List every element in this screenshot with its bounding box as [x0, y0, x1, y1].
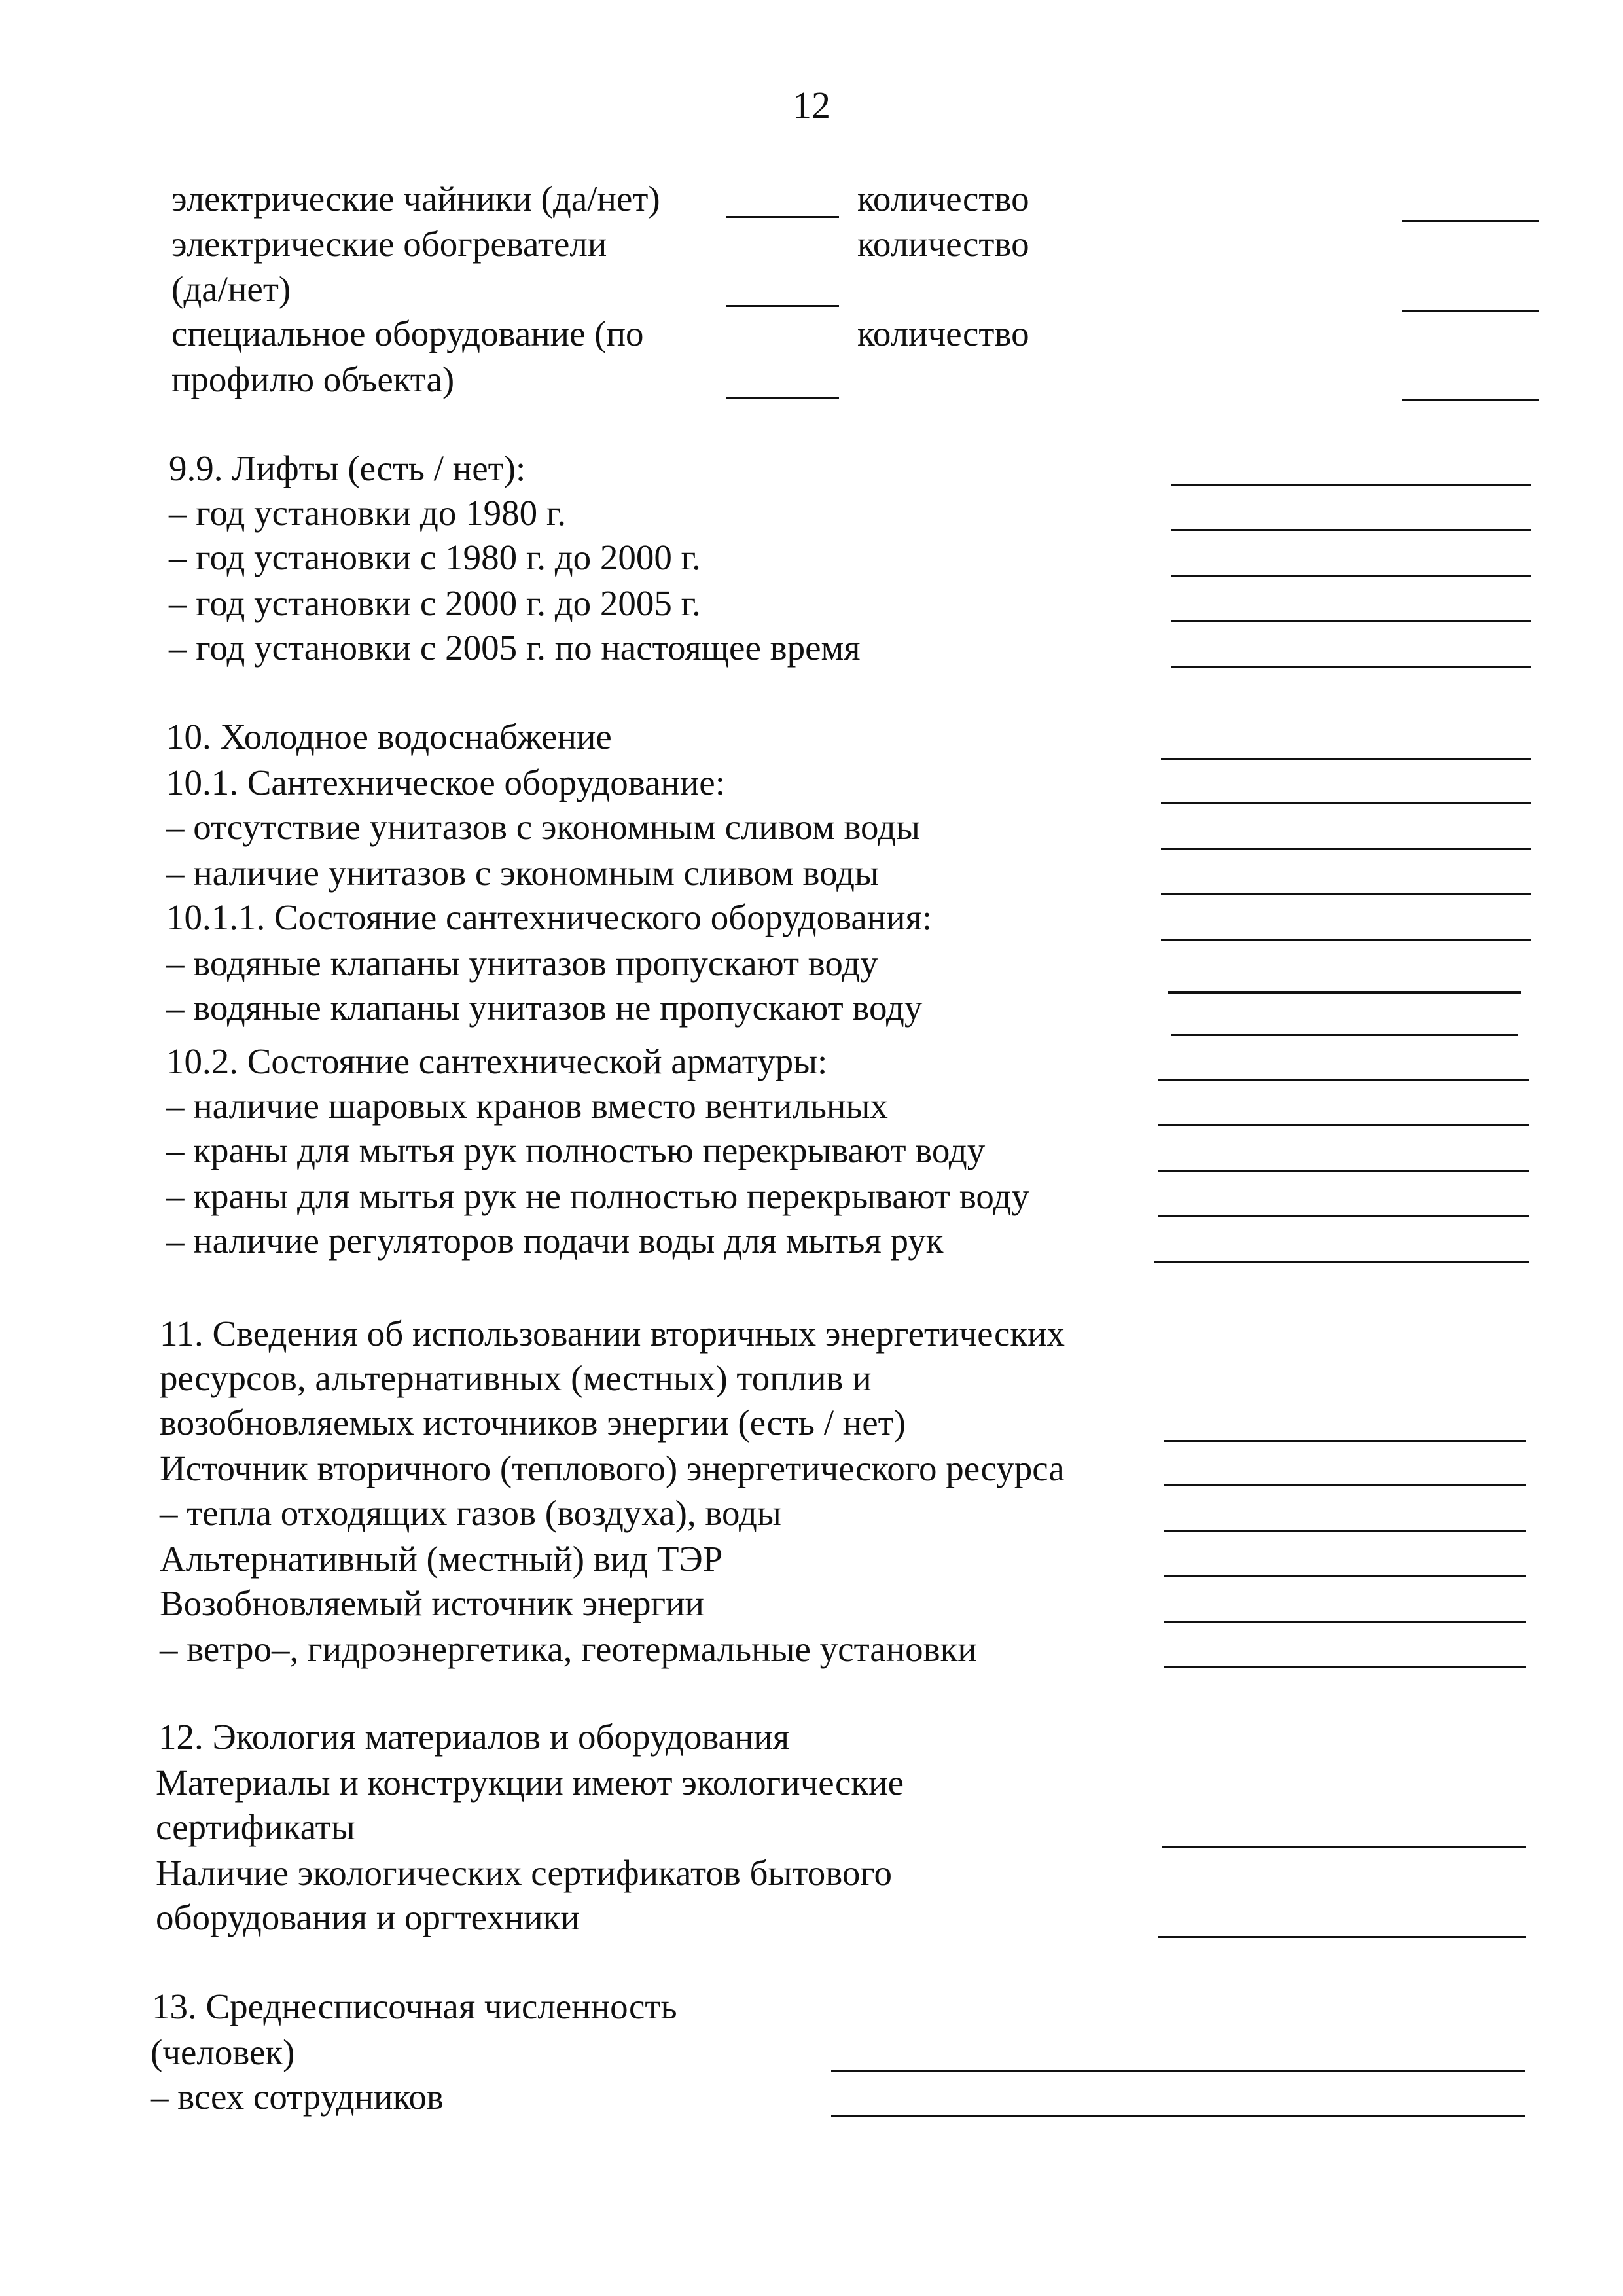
lifts-field[interactable] — [1171, 484, 1531, 486]
secondary-line-6-field[interactable] — [1164, 1575, 1526, 1577]
kettles-qty-label: количество — [857, 179, 1029, 219]
water-s1-item-1: – отсутствие унитазов с экономным сливом воды — [166, 807, 920, 847]
water-s2-item-3: – краны для мытья рук не полностью перекрывают воду — [166, 1176, 1029, 1216]
secondary-line-5: – тепла отходящих газов (воздуха), воды — [160, 1493, 781, 1533]
water-s11: 10.1.1. Состояние сантехнического оборудования: — [166, 897, 933, 937]
water-s2-field[interactable] — [1158, 1079, 1529, 1081]
lifts-title: 9.9. Лифты (есть / нет): — [169, 448, 526, 488]
water-s1-item-1-field[interactable] — [1161, 848, 1531, 850]
lifts-item-1: – год установки до 1980 г. — [169, 493, 567, 533]
staff-line-3: – всех сотрудников — [151, 2077, 444, 2117]
water-s2: 10.2. Состояние сантехнической арматуры: — [166, 1041, 828, 1081]
kettles-label: электрические чайники (да/нет) — [171, 179, 660, 219]
water-s2-item-4: – наличие регуляторов подачи воды для мытья рук — [166, 1221, 944, 1261]
lifts-item-2: – год установки с 1980 г. до 2000 г. — [169, 537, 701, 577]
lifts-item-4: – год установки с 2005 г. по настоящее время — [169, 628, 861, 668]
secondary-line-7-field[interactable] — [1164, 1621, 1526, 1623]
ecology-line-1: 12. Экология материалов и оборудования — [158, 1717, 790, 1757]
water-title: 10. Холодное водоснабжение — [166, 717, 612, 757]
water-s11-item-1-field[interactable] — [1168, 991, 1521, 994]
kettles-qty-field[interactable] — [1402, 220, 1539, 222]
secondary-line-1: 11. Сведения об использовании вторичных энергетических — [160, 1314, 1065, 1354]
water-s1-item-2-field[interactable] — [1161, 893, 1531, 895]
water-s2-item-2-field[interactable] — [1158, 1170, 1529, 1172]
ecology-line-5-field[interactable] — [1158, 1936, 1526, 1938]
secondary-line-8: – ветро–, гидроэнергетика, геотермальные установки — [160, 1629, 977, 1669]
special-qty-field[interactable] — [1402, 399, 1539, 401]
lifts-item-4-field[interactable] — [1171, 666, 1531, 668]
water-s1-field[interactable] — [1161, 802, 1531, 804]
heaters-yes-no-field[interactable] — [726, 305, 839, 307]
water-s2-item-3-field[interactable] — [1158, 1215, 1529, 1217]
lifts-item-1-field[interactable] — [1171, 529, 1531, 531]
ecology-line-3: сертификаты — [156, 1807, 355, 1847]
lifts-item-3: – год установки с 2000 г. до 2005 г. — [169, 583, 701, 623]
special-yes-no-field[interactable] — [726, 397, 839, 399]
water-s2-item-1-field[interactable] — [1158, 1124, 1529, 1126]
secondary-line-4-field[interactable] — [1164, 1484, 1526, 1486]
water-title-field[interactable] — [1161, 758, 1531, 760]
water-s11-item-2: – водяные клапаны унитазов не пропускают воду — [166, 988, 923, 1028]
water-s11-item-1: – водяные клапаны унитазов пропускают воду — [166, 943, 878, 983]
secondary-line-4: Источник вторичного (теплового) энергетического ресурса — [160, 1448, 1065, 1488]
water-s11-item-2-field[interactable] — [1171, 1034, 1518, 1036]
ecology-line-5: оборудования и оргтехники — [156, 1897, 580, 1937]
water-s2-item-1: – наличие шаровых кранов вместо вентильных — [166, 1086, 888, 1126]
heaters-label-2: (да/нет) — [171, 269, 291, 309]
staff-line-2-field[interactable] — [831, 2070, 1525, 2072]
kettles-yes-no-field[interactable] — [726, 216, 839, 218]
staff-line-1: 13. Среднесписочная численность — [152, 1986, 677, 2026]
special-label-2: профилю объекта) — [171, 359, 455, 399]
secondary-line-6: Альтернативный (местный) вид ТЭР — [160, 1539, 723, 1579]
ecology-line-4: Наличие экологических сертификатов бытового — [156, 1853, 893, 1893]
special-label-1: специальное оборудование (по — [171, 314, 644, 353]
secondary-line-3: возобновляемых источников энергии (есть / нет) — [160, 1403, 906, 1443]
ecology-line-3-field[interactable] — [1162, 1846, 1526, 1848]
ecology-line-2: Материалы и конструкции имеют экологические — [156, 1763, 904, 1803]
secondary-line-5-field[interactable] — [1164, 1530, 1526, 1532]
heaters-label-1: электрические обогреватели — [171, 224, 607, 264]
secondary-line-2: ресурсов, альтернативных (местных) топлив и — [160, 1358, 872, 1398]
heaters-qty-field[interactable] — [1402, 310, 1539, 312]
lifts-item-2-field[interactable] — [1171, 575, 1531, 577]
water-s2-item-4-field[interactable] — [1154, 1261, 1529, 1263]
heaters-qty-label: количество — [857, 224, 1029, 264]
water-s11-field[interactable] — [1161, 939, 1531, 941]
secondary-line-8-field[interactable] — [1164, 1666, 1526, 1668]
secondary-line-3-field[interactable] — [1164, 1440, 1526, 1442]
staff-line-2: (человек) — [151, 2032, 295, 2072]
water-s1: 10.1. Сантехническое оборудование: — [166, 762, 725, 802]
lifts-item-3-field[interactable] — [1171, 620, 1531, 622]
water-s2-item-2: – краны для мытья рук полностью перекрывают воду — [166, 1130, 986, 1170]
special-qty-label: количество — [857, 314, 1029, 353]
staff-line-3-field[interactable] — [831, 2115, 1525, 2117]
secondary-line-7: Возобновляемый источник энергии — [160, 1583, 704, 1623]
page-number: 12 — [793, 84, 830, 126]
water-s1-item-2: – наличие унитазов с экономным сливом воды — [166, 853, 879, 893]
